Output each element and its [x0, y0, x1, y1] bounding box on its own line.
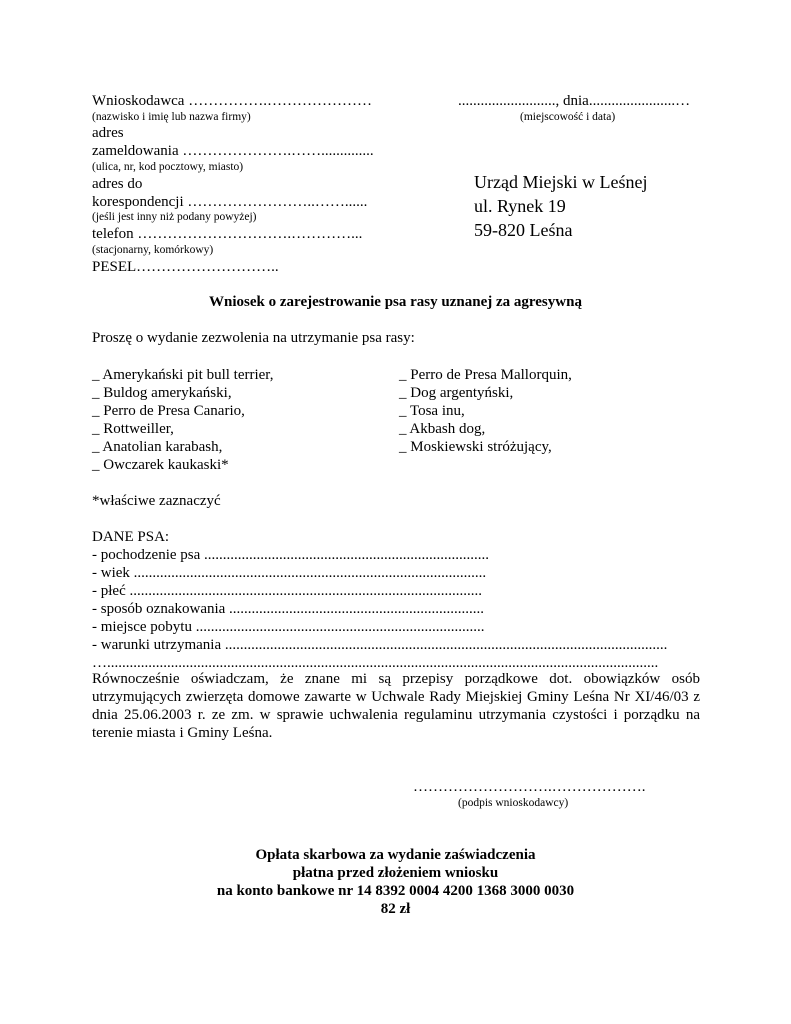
breed-option[interactable]: _ Amerykański pit bull terrier, — [92, 367, 274, 383]
breed-option[interactable]: _ Rottweiller, — [92, 421, 174, 437]
document-title: Wniosek o zarejestrowanie psa rasy uznanej za agresywną — [209, 294, 582, 310]
place-date-hint: (miejscowość i data) — [520, 111, 616, 123]
dog-origin-field[interactable]: - pochodzenie psa ............................................................................ — [92, 547, 490, 563]
dog-conditions-field[interactable]: - warunki utrzymania ...................................................................................................................... — [92, 637, 668, 653]
corr-hint: (jeśli jest inny niż podany powyżej) — [92, 211, 257, 223]
signature-hint: (podpis wnioskodawcy) — [458, 797, 569, 809]
breed-option[interactable]: _ Dog argentyński, — [399, 385, 514, 401]
place-date-line[interactable]: .........................., dnia.......................… — [458, 93, 691, 109]
fee-amount: 82 zł — [380, 901, 411, 917]
phone-line[interactable]: telefon ………………………….…………... — [92, 226, 363, 242]
breed-option[interactable]: _ Buldog amerykański, — [92, 385, 232, 401]
footnote: *właściwe zaznaczyć — [92, 493, 221, 509]
breed-option[interactable]: _ Anatolian karabash, — [92, 439, 223, 455]
declaration-paragraph: Równocześnie oświadczam, że znane mi są przepisy porządkowe dot. obowiązków osób utrzymujących zwierzęta domowe zawarte w Uchwale Rady Miejskiej Gminy Leśna Nr XI/46/03 z dnia 25.06.2003 r. ze zm. w sprawie uchwalenia regulaminu utrzymania czystości i porządku na terenie miasta i Gminy Leśna. — [92, 671, 700, 741]
fee-line-2: płatna przed złożeniem wniosku — [292, 865, 499, 881]
corr-line[interactable]: korespondencji ……………………..……...... — [92, 194, 368, 210]
applicant-name-hint: (nazwisko i imię lub nazwa firmy) — [92, 111, 251, 123]
address-line[interactable]: zameldowania ………………….…….............. — [92, 143, 374, 159]
dog-sex-field[interactable]: - płeć .............................................................................................. — [92, 583, 482, 599]
pesel-line[interactable]: PESEL……………………….. — [92, 259, 279, 275]
dog-data-heading: DANE PSA: — [92, 529, 170, 545]
breed-option[interactable]: _ Perro de Presa Mallorquin, — [399, 367, 572, 383]
recipient-office: Urząd Miejski w Leśnej — [474, 172, 648, 192]
recipient-city: 59-820 Leśna — [474, 220, 573, 240]
request-text: Proszę o wydanie zezwolenia na utrzymanie psa rasy: — [92, 330, 415, 346]
fee-account-number: na konto bankowe nr 14 8392 0004 4200 1368 3000 0030 — [216, 883, 575, 899]
dog-conditions-continued[interactable]: …................................................................................................................................................... — [92, 655, 659, 671]
fee-line-1: Opłata skarbowa za wydanie zaświadczenia — [255, 847, 536, 863]
recipient-street: ul. Rynek 19 — [474, 196, 566, 216]
dog-location-field[interactable]: - miejsce pobytu ............................................................................. — [92, 619, 485, 635]
breed-option[interactable]: _ Owczarek kaukaski* — [92, 457, 229, 473]
applicant-name-line[interactable]: Wnioskodawca …………….………………… — [92, 93, 372, 109]
corr-label: adres do — [92, 176, 143, 192]
breed-option[interactable]: _ Tosa inu, — [399, 403, 465, 419]
breed-option[interactable]: _ Akbash dog, — [399, 421, 486, 437]
breed-option[interactable]: _ Moskiewski stróżujący, — [399, 439, 552, 455]
address-label: adres — [92, 125, 124, 141]
address-hint: (ulica, nr, kod pocztowy, miasto) — [92, 161, 244, 173]
signature-line[interactable]: ……………………….………………. — [413, 779, 646, 795]
dog-marking-field[interactable]: - sposób oznakowania .................................................................... — [92, 601, 485, 617]
dog-age-field[interactable]: - wiek .............................................................................................. — [92, 565, 487, 581]
breed-option[interactable]: _ Perro de Presa Canario, — [92, 403, 245, 419]
phone-hint: (stacjonarny, komórkowy) — [92, 244, 214, 256]
